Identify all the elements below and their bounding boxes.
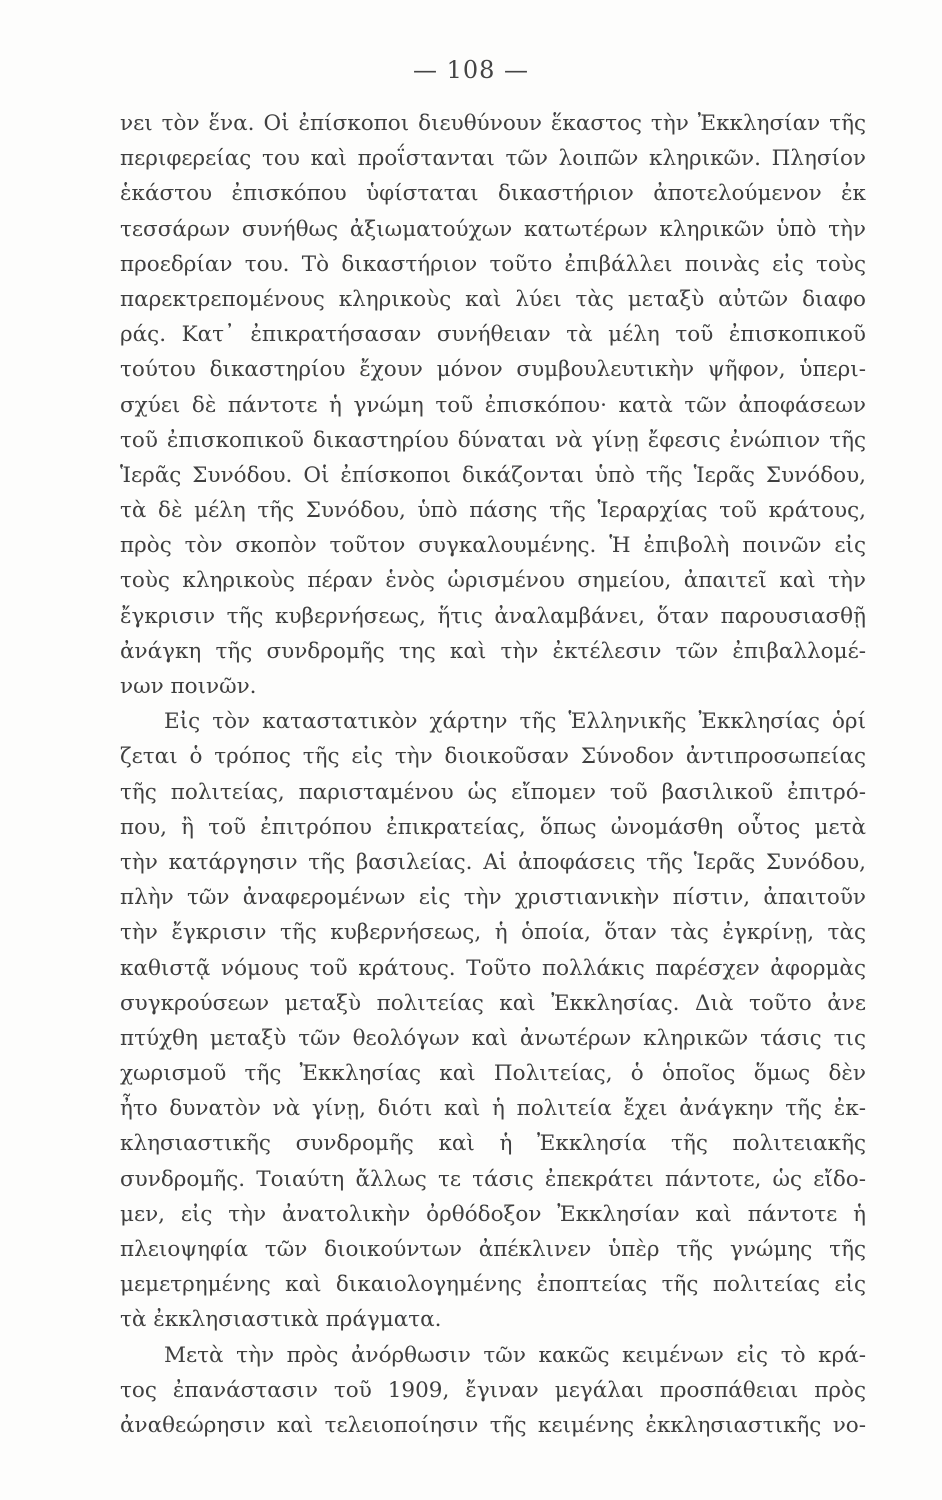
text-line: μεν, εἰς τὴν ἀνατολικὴν ὀρθόδοξον Ἐκκλησίαν καὶ πάντοτε ἡ: [120, 1201, 866, 1227]
text-line: που, ἢ τοῦ ἐπιτρόπου ἐπικρατείας, ὅπως ὠνομάσθη οὗτος μετὰ: [120, 814, 866, 840]
text-line: σχύει δὲ πάντοτε ἡ γνώμη τοῦ ἐπισκόπου· κατὰ τῶν ἀποφάσεων: [120, 392, 866, 418]
text-line: νει τὸν ἕνα. Οἱ ἐπίσκοποι διευθύνουν ἕκαστος τὴν Ἐκκλησίαν τῆς: [120, 111, 866, 136]
text-line: τοῦ ἐπισκοπικοῦ δικαστηρίου δύναται νὰ γίνῃ ἔφεσις ἐνώπιον τῆς: [120, 427, 866, 453]
text-line: τῆς πολιτείας, παρισταμένου ὡς εἴπομεν τοῦ βασιλικοῦ ἐπιτρό-: [120, 779, 866, 805]
text-line: τὴν κατάργησιν τῆς βασιλείας. Αἱ ἀποφάσεις τῆς Ἱερᾶς Συνόδου,: [120, 849, 866, 875]
text-line: ἦτο δυνατὸν νὰ γίνῃ, διότι καὶ ἡ πολιτεία ἔχει ἀνάγκην τῆς ἐκ-: [120, 1096, 866, 1122]
text-line: Εἰς τὸν καταστατικὸν χάρτην τῆς Ἑλληνικῆς Ἐκκλησίας ὁρί: [164, 709, 866, 735]
text-line: παρεκτρεπομένους κληρικοὺς καὶ λύει τὰς μεταξὺ αὐτῶν διαφο: [120, 286, 866, 312]
text-line: τούτου δικαστηρίου ἔχουν μόνον συμβουλευτικὴν ψῆφον, ὑπερι-: [120, 357, 866, 383]
text-line: ἑκάστου ἐπισκόπου ὑφίσταται δικαστήριον ἀποτελούμενον ἐκ: [120, 181, 866, 207]
text-line: ζεται ὁ τρόπος τῆς εἰς τὴν διοικοῦσαν Σύνοδον ἀντιπροσωπείας: [120, 744, 866, 770]
text-line: κλησιαστικῆς συνδρομῆς καὶ ἡ Ἐκκλησία τῆς πολιτειακῆς: [120, 1131, 866, 1157]
text-line: καθιστᾷ νόμους τοῦ κράτους. Τοῦτο πολλάκις παρέσχεν ἀφορμὰς: [120, 955, 866, 981]
text-line: Μετὰ τὴν πρὸς ἀνόρθωσιν τῶν κακῶς κειμένων εἰς τὸ κρά-: [164, 1342, 866, 1368]
text-line: ράς. Κατ᾽ ἐπικρατήσασαν συνήθειαν τὰ μέλη τοῦ ἐπισκοπικοῦ: [120, 322, 866, 348]
text-line: πρὸς τὸν σκοπὸν τοῦτον συγκαλουμένης. Ἡ ἐπιβολὴ ποινῶν εἰς: [120, 533, 866, 559]
text-line: πλὴν τῶν ἀναφερομένων εἰς τὴν χριστιανικὴν πίστιν, ἀπαιτοῦν: [120, 885, 866, 911]
text-line: νων ποινῶν.: [120, 674, 257, 699]
page-number: — 108 —: [412, 56, 530, 84]
text-line: ἀνάγκη τῆς συνδρομῆς της καὶ τὴν ἐκτέλεσιν τῶν ἐπιβαλλομέ-: [120, 638, 866, 664]
body-text: [120, 106, 866, 1443]
text-line: ἔγκρισιν τῆς κυβερνήσεως, ἥτις ἀναλαμβάνει, ὅταν παρουσιασθῇ: [120, 603, 866, 629]
text-line: πτύχθη μεταξὺ τῶν θεολόγων καὶ ἀνωτέρων κληρικῶν τάσις τις: [120, 1025, 866, 1051]
text-line: τοὺς κληρικοὺς πέραν ἑνὸς ὡρισμένου σημείου, ἀπαιτεῖ καὶ τὴν: [120, 568, 866, 594]
text-line: μεμετρημένης καὶ δικαιολογημένης ἐποπτείας τῆς πολιτείας εἰς: [120, 1272, 866, 1298]
text-line: τὰ ἐκκλησιαστικὰ πράγματα.: [120, 1307, 442, 1333]
text-line: περιφερείας του καὶ προΐστανται τῶν λοιπῶν κληρικῶν. Πλησίον: [120, 146, 866, 172]
text-line: τὰ δὲ μέλη τῆς Συνόδου, ὑπὸ πάσης τῆς Ἱεραρχίας τοῦ κράτους,: [120, 498, 866, 524]
text-line: τεσσάρων συνήθως ἀξιωματούχων κατωτέρων κληρικῶν ὑπὸ τὴν: [120, 216, 866, 242]
text-line: Ἱερᾶς Συνόδου. Οἱ ἐπίσκοποι δικάζονται ὑπὸ τῆς Ἱερᾶς Συνόδου,: [120, 462, 866, 488]
text-line: τος ἐπανάστασιν τοῦ 1909, ἔγιναν μεγάλαι προσπάθειαι πρὸς: [120, 1377, 866, 1403]
text-line: τὴν ἔγκρισιν τῆς κυβερνήσεως, ἡ ὁποία, ὅταν τὰς ἐγκρίνῃ, τὰς: [120, 920, 866, 946]
text-line: συνδρομῆς. Τοιαύτη ἄλλως τε τάσις ἐπεκράτει πάντοτε, ὡς εἴδο-: [120, 1166, 866, 1192]
text-line: χωρισμοῦ τῆς Ἐκκλησίας καὶ Πολιτείας, ὁ ὁποῖος ὅμως δὲν: [120, 1061, 866, 1087]
text-line: συγκρούσεων μεταξὺ πολιτείας καὶ Ἐκκλησίας. Διὰ τοῦτο ἀνε: [120, 990, 866, 1016]
text-line: πλειοψηφία τῶν διοικούντων ἀπέκλινεν ὑπὲρ τῆς γνώμης τῆς: [120, 1237, 866, 1262]
text-line: προεδρίαν του. Τὸ δικαστήριον τοῦτο ἐπιβάλλει ποινὰς εἰς τοὺς: [120, 251, 866, 277]
text-line: ἀναθεώρησιν καὶ τελειοποίησιν τῆς κειμένης ἐκκλησιαστικῆς νο-: [120, 1412, 866, 1438]
